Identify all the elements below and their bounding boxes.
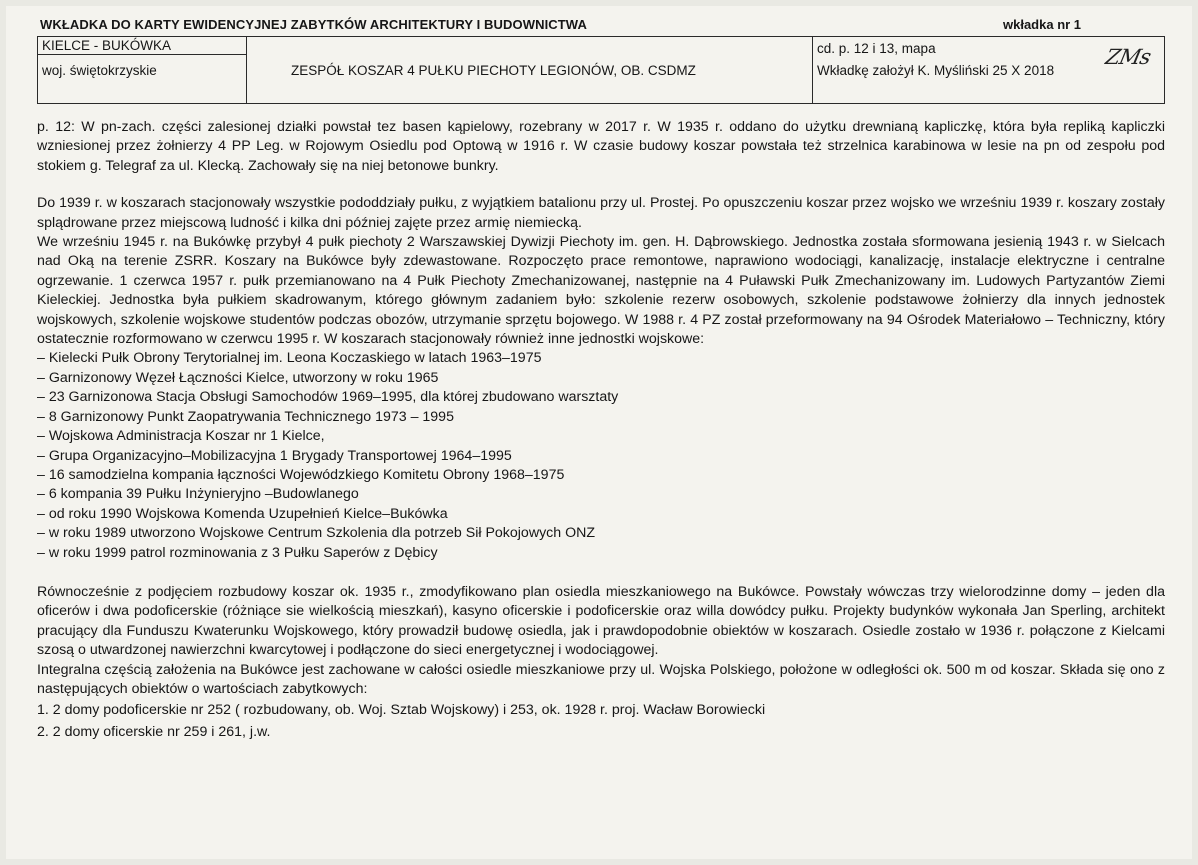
list-item: – Grupa Organizacyjno–Mobilizacyjna 1 Brygady Transportowej 1964–1995 xyxy=(37,447,512,464)
paragraph: We wrześniu 1945 r. na Bukówkę przybył 4 pułk piechoty 2 Warszawskiej Dywizji Piechoty im. gen. H. Dąbrowskiego. Jednostka została sformowana jesienią 1943 r. w Sielcach nad Oką na terenie ZSRR. Koszary na Bukówce były zdewastowane. Rozpoczęto prace remontowe, naprawiono wodociągi, kanalizację, instalacje elektryczne i centralne ogrzewanie. 1 czerwca 1957 r. pułk przemianowano na 4 Pułk Piechoty Zmechanizowanej, następnie na 4 Puławski Pułk Zmechanizowany im. Ludowych Partyzantów Ziemi Kieleckiej. Jednostka była pułkiem skadrowanym, którego głównym zadaniem było: szkolenie rezerw osobowych, szkolenie podstawowe żołnierzy dla innych jednostek wojskowych, szkolenie wojskowe studentów podczas obozów, utrzymanie sprzętu bojowego. W 1988 r. 4 PZ został przeformowany na 94 Ośrodek Materiałowo – Techniczny, który ostatecznie rozformowano w czerwcu 1995 r. W koszarach stacjonowały również inne jednostki wojskowe: xyxy=(37,234,1165,348)
list-item: – 16 samodzielna kompania łączności Wojewódzkiego Komitetu Obrony 1968–1975 xyxy=(37,466,565,483)
units-list xyxy=(37,349,1165,562)
paragraph: Do 1939 r. w koszarach stacjonowały wszystkie pododdziały pułku, z wyjątkiem batalionu przy ul. Prostej. Po opuszczeniu koszar przez wojsko we wrześniu 1939 r. koszary zostały splądrowane przez miejscową ludność i kilka dni później zajęte przez armię niemiecką. xyxy=(37,195,1165,231)
list-item: – w roku 1989 utworzono Wojskowe Centrum Szkolenia dla potrzeb Sił Pokojowych ONZ xyxy=(37,525,596,542)
list-item: 2. 2 domy oficerskie nr 259 i 261, j.w. xyxy=(37,724,271,741)
list-item: 1. 2 domy podoficerskie nr 252 ( rozbudowany, ob. Woj. Sztab Wojskowy) i 253, ok. 1928 r. proj. Wacław Borowiecki xyxy=(37,702,766,719)
handwritten-signature: ZMs xyxy=(1103,45,1153,69)
paragraph: Integralna częścią założenia na Bukówce jest zachowane w całości osiedle mieszkaniowe przy ul. Wojska Polskiego, położone w odległości ok. 500 m od koszar. Składa się ono z następujących obiektów o wartościach zabytkowych: xyxy=(37,661,1165,697)
card-title: WKŁADKA DO KARTY EWIDENCYJNEJ ZABYTKÓW ARCHITEKTURY I BUDOWNICTWA xyxy=(40,17,587,32)
list-item: – w roku 1999 patrol rozminowania z 3 Pułku Saperów z Dębicy xyxy=(37,544,438,561)
column-divider xyxy=(812,37,813,103)
author-note: Wkładkę założył K. Myśliński 25 X 2018 xyxy=(817,63,1055,78)
list-item: – 8 Garnizonowy Punkt Zaopatrywania Technicznego 1973 – 1995 xyxy=(37,408,454,425)
objects-list xyxy=(37,699,1165,743)
cell-divider xyxy=(38,54,246,55)
reference-note: cd. p. 12 i 13, mapa xyxy=(817,41,936,56)
paragraph: Równocześnie z podjęciem rozbudowy koszar ok. 1935 r., zmodyfikowano plan osiedla mieszkaniowego na Bukówce. Powstały wówczas trzy wielorodzinne domy – jeden dla oficerów i dwa podoficerskie (różniące sie wielkością mieszkań), kasyno oficerskie i podoficerskie oraz willa dowódcy pułku. Projekty budynków wykonała Jan Sperling, architekt pracujący dla Funduszu Kwaterunku Wojskowego, który prowadził budowę osiedla, jak i prawdopodobnie obiektów w koszarach. Osiedle zostało w 1936 r. połączone z Kielcami szosą o utwardzonej nawierzchni kwarcytowej i podłączone do sieci energetycznej i wodociągowej. xyxy=(37,583,1165,659)
column-divider xyxy=(246,37,247,103)
object-name: ZESPÓŁ KOSZAR 4 PUŁKU PIECHOTY LEGIONÓW, OB. CSDMZ xyxy=(291,63,696,78)
list-item: – Garnizonowy Węzeł Łączności Kielce, utworzony w roku 1965 xyxy=(37,369,439,386)
info-box xyxy=(37,36,1165,104)
insert-number: wkładka nr 1 xyxy=(1003,17,1082,32)
list-item: – Kielecki Pułk Obrony Terytorialnej im. Leona Koczaskiego w latach 1963–1975 xyxy=(37,350,542,367)
paragraph: p. 12: W pn-zach. części zalesionej działki powstał tez basen kąpielowy, rozebrany w 2017 r. W 1935 r. oddano do użytku drewnianą kapliczkę, która była repliką kapliczki wzniesionej przez żołnierzy 4 PP Leg. w Rojowym Osiedlu pod Optową w 1916 r. W czasie budowy koszar powstała też strzelnica karabinowa w lesie na pn od zespołu pod stokiem g. Telegraf za ul. Klecką. Zachowały się na niej betonowe bunkry. xyxy=(37,119,1165,174)
list-item: – Wojskowa Administracja Koszar nr 1 Kielce, xyxy=(37,428,325,445)
list-item: – 6 kompania 39 Pułku Inżynieryjno –Budowlanego xyxy=(37,486,359,503)
document-body xyxy=(37,118,1165,743)
list-item: – 23 Garnizonowa Stacja Obsługi Samochodów 1969–1995, dla której zbudowano warsztaty xyxy=(37,389,619,406)
list-item: – od roku 1990 Wojskowa Komenda Uzupełnień Kielce–Bukówka xyxy=(37,505,448,522)
voivodeship: woj. świętokrzyskie xyxy=(42,63,157,78)
location-name: KIELCE - BUKÓWKA xyxy=(42,38,172,53)
